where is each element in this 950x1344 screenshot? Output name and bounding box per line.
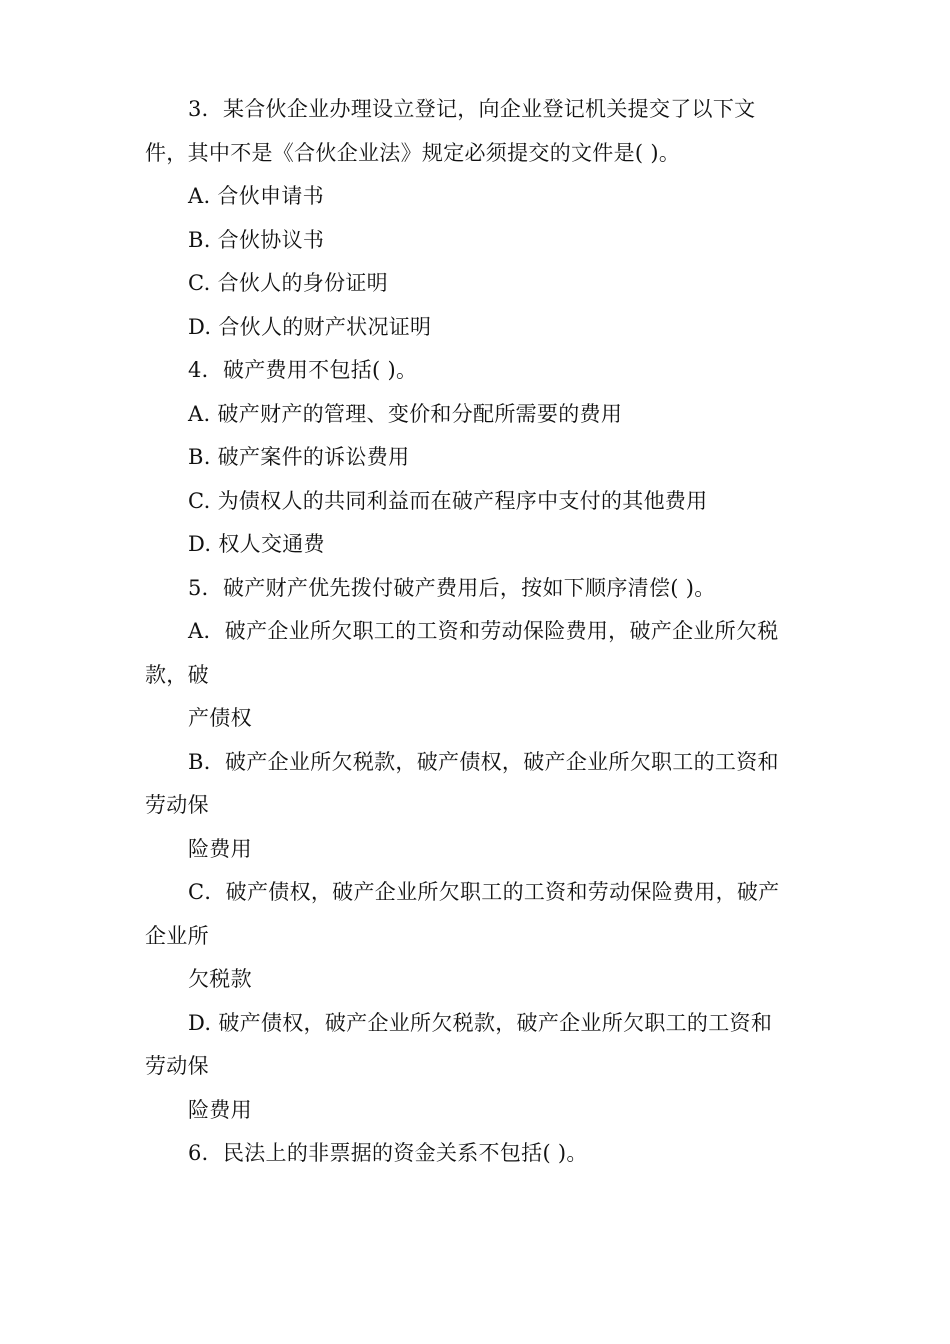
question-3-option-c: C. 合伙人的身份证明 bbox=[188, 271, 388, 295]
question-5-option-d-line-1: D. 破产债权，破产企业所欠税款，破产企业所欠职工的工资和 bbox=[188, 1010, 773, 1035]
question-4-option-d: D. 权人交通费 bbox=[188, 532, 325, 556]
question-3-option-d: D. 合伙人的财产状况证明 bbox=[188, 314, 432, 339]
question-6-stem: 6．民法上的非票据的资金关系不包括( )。 bbox=[188, 1141, 588, 1165]
question-3-stem-line-1: 3．某合伙企业办理设立登记，向企业登记机关提交了以下文 bbox=[188, 97, 756, 121]
question-5-option-b-line-1: B．破产企业所欠税款，破产债权，破产企业所欠职工的工资和 bbox=[188, 749, 779, 774]
question-5-option-b-line-2: 劳动保 bbox=[145, 793, 209, 817]
question-5-option-a-line-1: A．破产企业所欠职工的工资和劳动保险费用，破产企业所欠税 bbox=[188, 619, 779, 643]
question-5-option-d-line-3: 险费用 bbox=[188, 1097, 252, 1122]
question-3-option-b: B. 合伙协议书 bbox=[188, 227, 325, 252]
question-5-option-a-line-3: 产债权 bbox=[188, 706, 252, 730]
document-body bbox=[145, 88, 810, 1176]
question-4-option-b: B. 破产案件的诉讼费用 bbox=[188, 445, 410, 469]
question-4-stem: 4．破产费用不包括( )。 bbox=[188, 358, 418, 382]
question-5-option-c-line-3: 欠税款 bbox=[188, 967, 252, 991]
question-5-option-a-line-2: 款，破 bbox=[145, 662, 209, 687]
question-3-stem-line-2: 件，其中不是《合伙企业法》规定必须提交的文件是( )。 bbox=[145, 140, 681, 165]
question-3-option-a: A. 合伙申请书 bbox=[188, 184, 324, 208]
question-5-option-d-line-2: 劳动保 bbox=[145, 1054, 209, 1078]
question-4-option-c: C. 为债权人的共同利益而在破产程序中支付的其他费用 bbox=[188, 488, 708, 513]
question-5-stem: 5．破产财产优先拨付破产费用后，按如下顺序清偿( )。 bbox=[188, 575, 716, 600]
question-5-option-b-line-3: 险费用 bbox=[188, 836, 252, 861]
question-5-option-c-line-2: 企业所 bbox=[145, 923, 209, 948]
question-5-option-c-line-1: C．破产债权，破产企业所欠职工的工资和劳动保险费用，破产 bbox=[188, 880, 780, 904]
question-4-option-a: A. 破产财产的管理、变价和分配所需要的费用 bbox=[188, 401, 623, 426]
